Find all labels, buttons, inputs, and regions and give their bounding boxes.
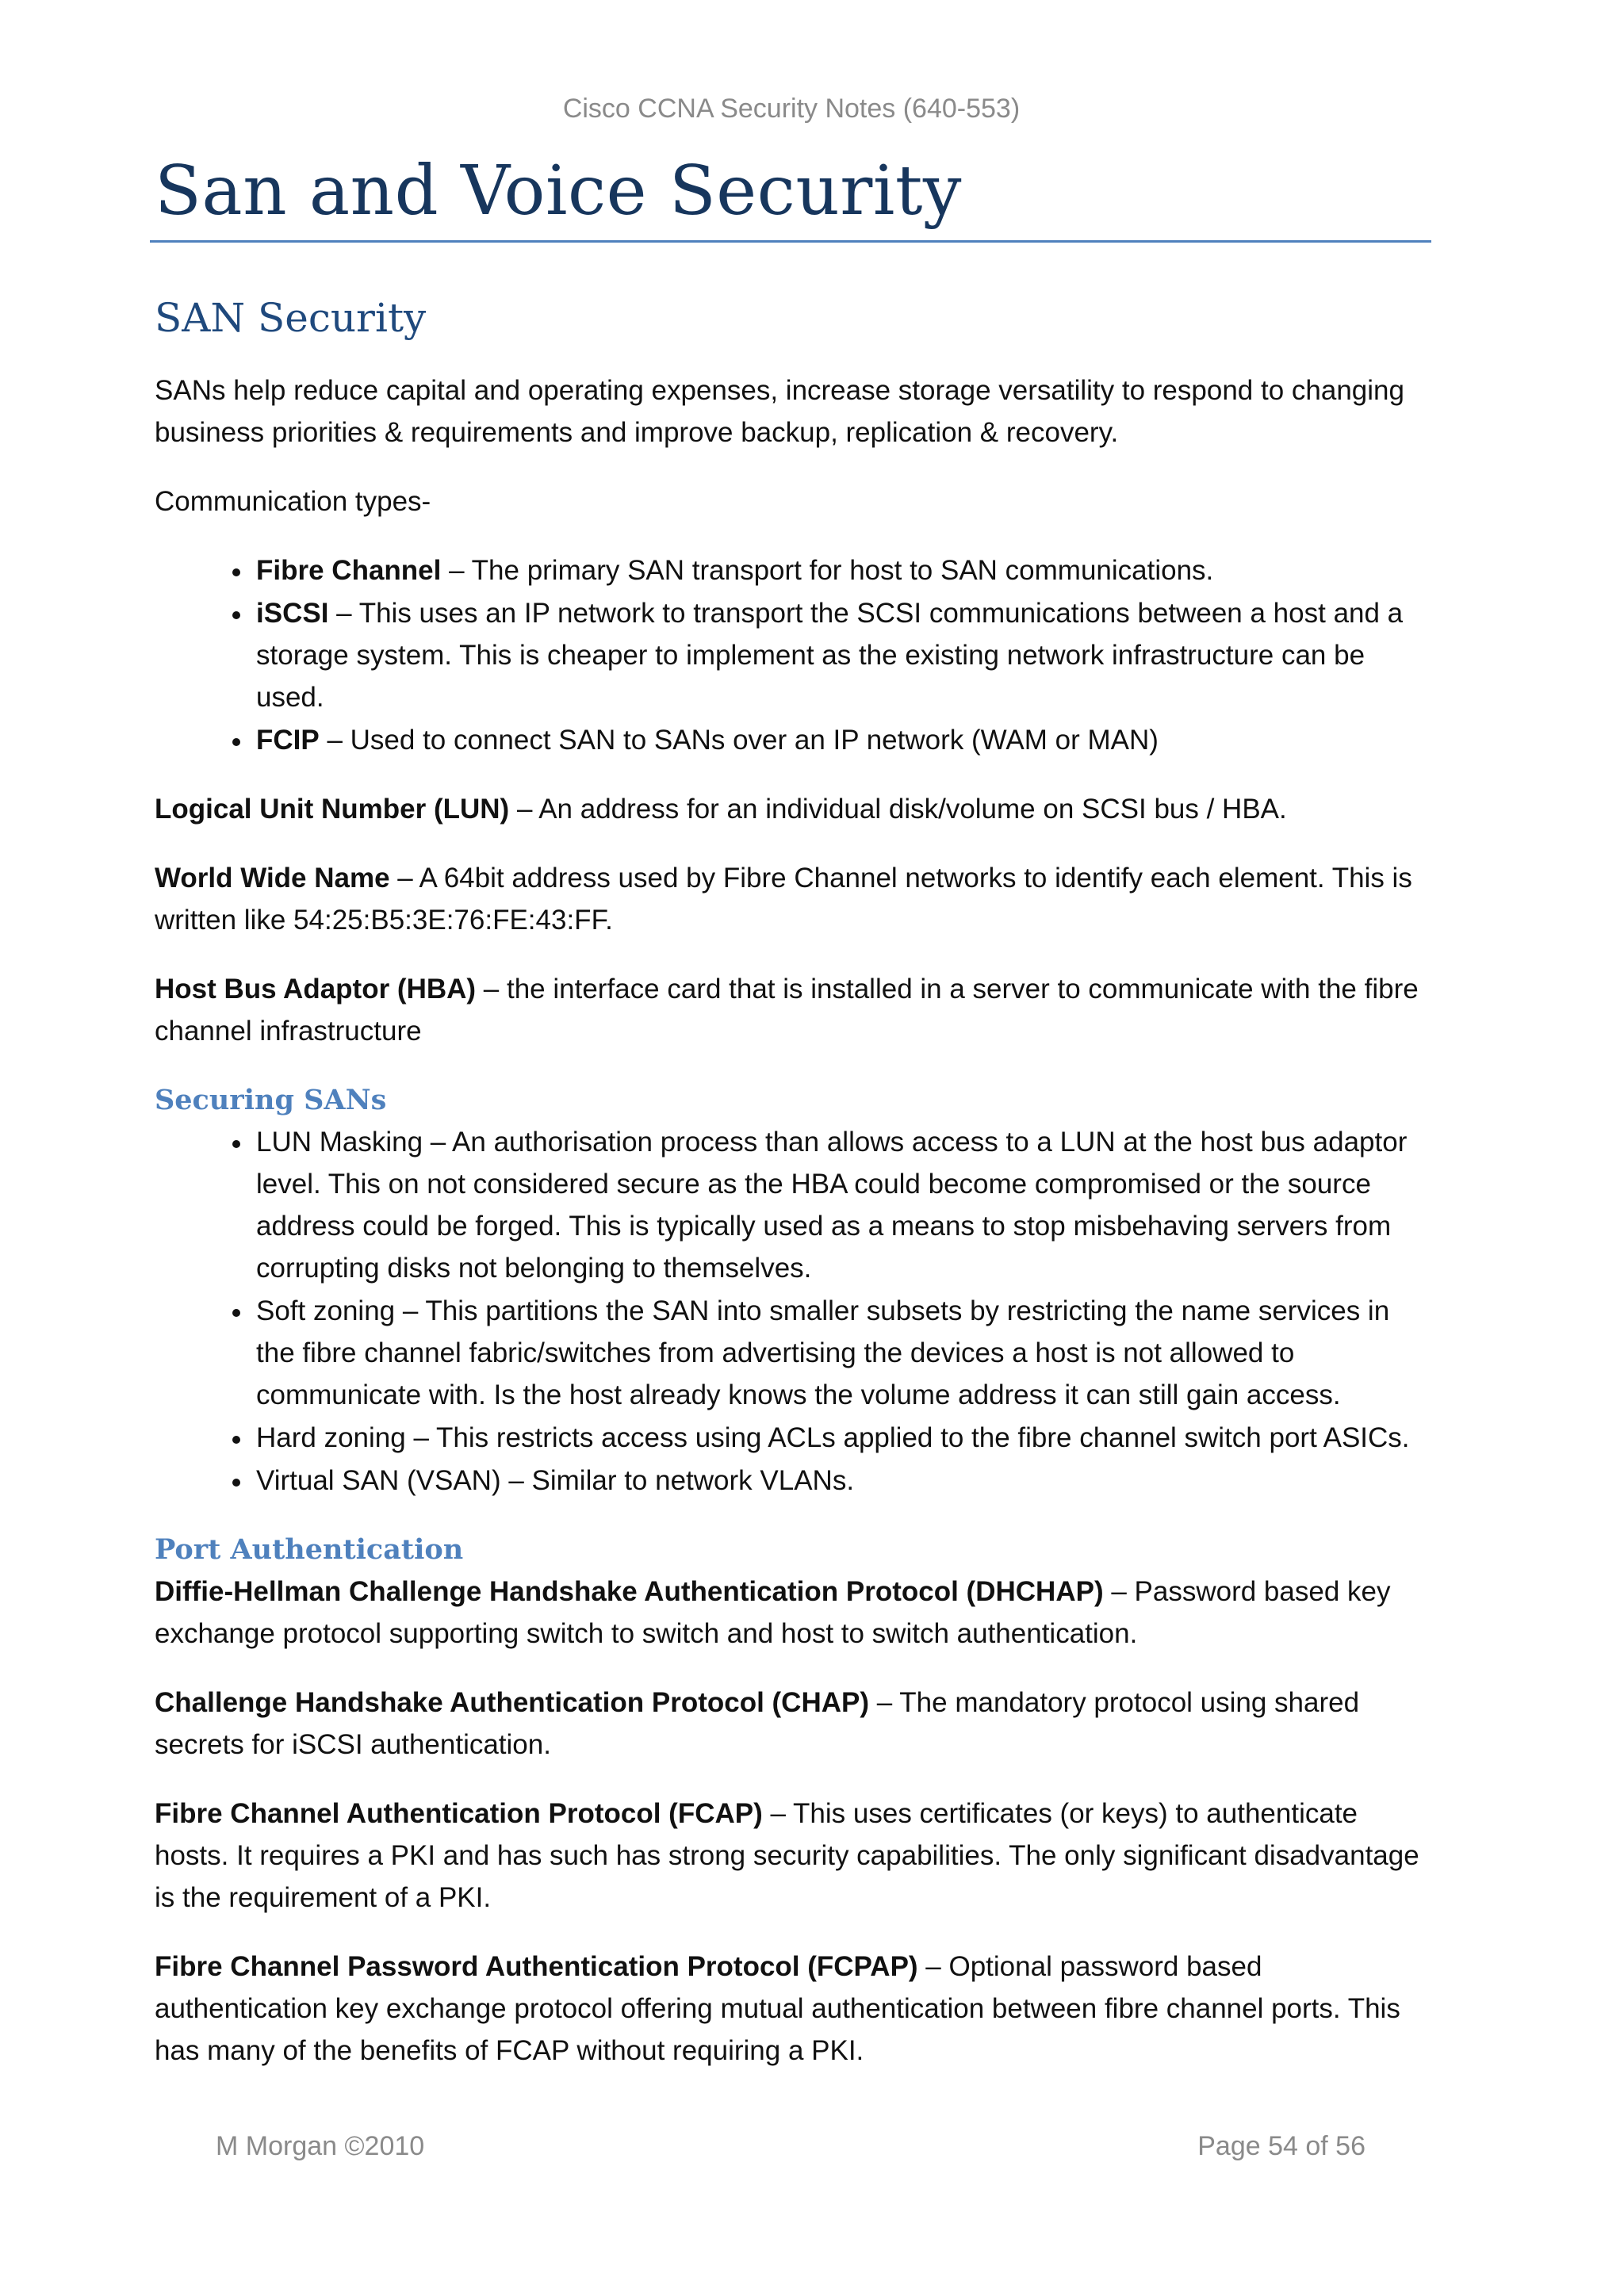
subheading-securing-sans: Securing SANs <box>155 1084 387 1117</box>
term-description: – This uses certificates (or keys) to authenticate hosts. It requires a PKI and has such has strong security capabilities. The only significant disadvantage is the requirement of a PKI. <box>155 1798 1419 1914</box>
term-description: – The primary SAN transport for host to SAN communications. <box>441 555 1214 587</box>
term-description: – An address for an individual disk/volume on SCSI bus / HBA. <box>509 794 1287 825</box>
term-description: – the interface card that is installed in a server to communicate with the fibre channel infrastructure <box>155 974 1419 1047</box>
securing-sans-list <box>155 1121 1431 1502</box>
term: Logical Unit Number (LUN) <box>155 794 510 825</box>
list-item: • LUN Masking – An authorisation process than allows access to a LUN at the host bus adaptor level. This on not considered secure as the HBA could become compromised or the source address could be forged. This is typically used as a means to stop misbehaving servers from corrupting disks not belonging to themselves. <box>253 1121 1431 1289</box>
subheading-port-authentication: Port Authentication <box>155 1533 464 1567</box>
list-item <box>253 719 1431 761</box>
communication-types-list <box>155 549 1431 761</box>
title-divider <box>150 240 1431 243</box>
term-description: – The mandatory protocol using shared secrets for iSCSI authentication. <box>155 1687 1360 1761</box>
term: Host Bus Adaptor (HBA) <box>155 974 477 1005</box>
list-item <box>253 549 1431 591</box>
definition-lun <box>155 788 1431 830</box>
definition-chap <box>155 1682 1431 1766</box>
list-item: • Hard zoning – This restricts access using ACLs applied to the fibre channel switch port ASICs. <box>253 1417 1431 1459</box>
term: Fibre Channel Password Authentication Protocol (FCPAP) <box>155 1951 918 1983</box>
definition-hba <box>155 968 1431 1052</box>
term: Fibre Channel <box>256 555 442 587</box>
running-header: Cisco CCNA Security Notes (640-553) <box>562 94 1021 124</box>
term-description: – Password based key exchange protocol supporting switch to switch and host to switch authentication. <box>155 1576 1391 1650</box>
term-description: – This uses an IP network to transport the SCSI communications between a host and a storage system. This is cheaper to implement as the existing network infrastructure can be used. <box>256 598 1404 714</box>
term: Diffie-Hellman Challenge Handshake Authentication Protocol (DHCHAP) <box>155 1576 1104 1608</box>
term: Fibre Channel Authentication Protocol (FCAP) <box>155 1798 763 1830</box>
chapter-title: San and Voice Security <box>155 151 962 231</box>
term-description: – Used to connect SAN to SANs over an IP network (WAM or MAN) <box>319 725 1159 756</box>
communication-types-label: Communication types- <box>155 486 431 518</box>
term: iSCSI <box>256 598 329 629</box>
list-item: • Virtual SAN (VSAN) – Similar to network VLANs. <box>253 1460 1431 1502</box>
intro-paragraph: SANs help reduce capital and operating expenses, increase storage versatility to respond to changing business priorities & requirements and improve backup, replication & recovery. <box>155 375 1404 449</box>
definition-dhchap <box>155 1571 1431 1655</box>
term: Challenge Handshake Authentication Protocol (CHAP) <box>155 1687 870 1719</box>
footer-author: M Morgan ©2010 <box>216 2131 425 2161</box>
list-item: • Soft zoning – This partitions the SAN into smaller subsets by restricting the name services in the fibre channel fabric/switches from advertising the devices a host is not allowed to communicate with. Is the host already knows the volume address it can still gain access. <box>253 1290 1431 1416</box>
definition-fcpap <box>155 1946 1431 2072</box>
page-number: Page 54 of 56 <box>1197 2131 1365 2161</box>
section-heading-san-security: SAN Security <box>155 295 427 342</box>
term: FCIP <box>256 725 320 756</box>
term-description: – A 64bit address used by Fibre Channel networks to identify each element. This is written like 54:25:B5:3E:76:FE:43:FF. <box>155 863 1412 936</box>
definition-wwn <box>155 857 1431 941</box>
term-description: – Optional password based authentication key exchange protocol offering mutual authentication between fibre channel ports. This has many of the benefits of FCAP without requiring a PKI. <box>155 1951 1400 2067</box>
list-item <box>253 592 1431 718</box>
page-content <box>155 151 1431 2099</box>
term: World Wide Name <box>155 863 390 894</box>
definition-fcap <box>155 1793 1431 1919</box>
